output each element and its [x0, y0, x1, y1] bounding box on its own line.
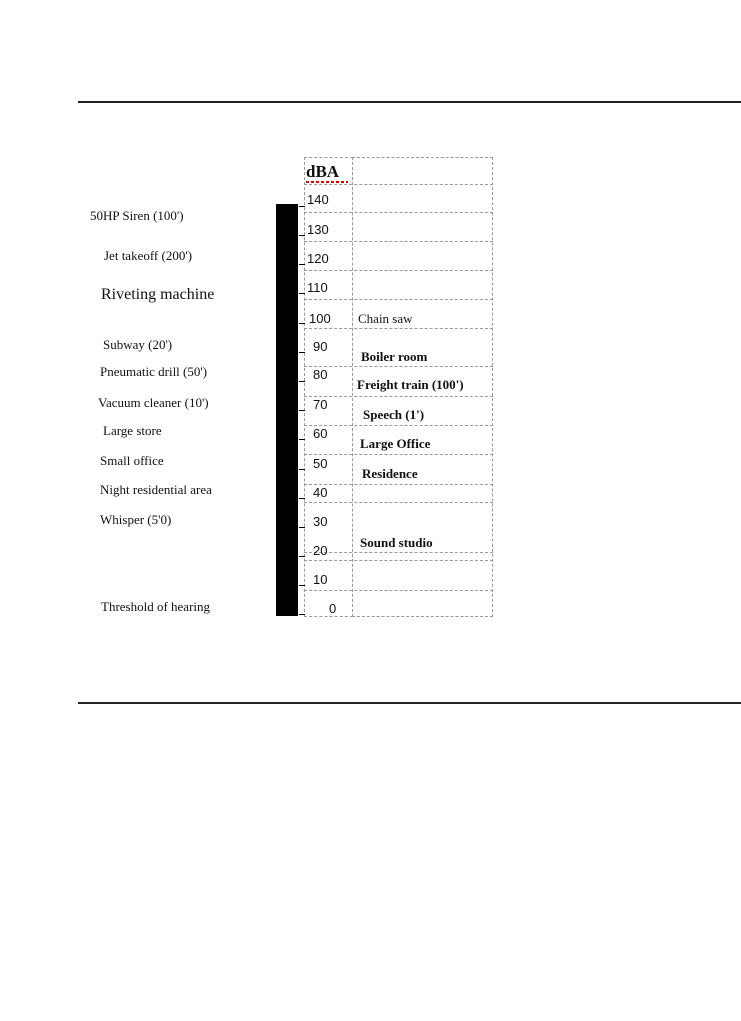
- source-label: Whisper (5'0): [100, 512, 172, 527]
- grid-line: [304, 425, 493, 426]
- source-label: Night residential area: [100, 482, 212, 497]
- scale-tick: [299, 381, 305, 382]
- db-value-label: 60: [313, 426, 328, 441]
- spellcheck-underline: [306, 181, 348, 183]
- grid-line: [304, 270, 493, 271]
- db-value-label: 20: [313, 543, 328, 558]
- db-value-label: 10: [313, 572, 328, 587]
- scale-tick: [299, 293, 305, 294]
- scale-tick: [299, 352, 305, 353]
- scale-tick: [299, 614, 305, 615]
- grid-line: [304, 560, 493, 561]
- example-label: Sound studio: [360, 535, 433, 550]
- db-value-label: 40: [313, 485, 328, 500]
- db-value-label: 30: [313, 514, 328, 529]
- grid-line: [304, 454, 493, 455]
- scale-tick: [299, 585, 305, 586]
- source-label: Riveting machine: [101, 286, 215, 303]
- db-value-label: 70: [313, 397, 328, 412]
- example-label: Chain saw: [358, 311, 413, 326]
- grid-line: [304, 502, 493, 503]
- source-label: Subway (20'): [103, 337, 173, 352]
- source-label: Pneumatic drill (50'): [100, 364, 208, 379]
- scale-tick: [299, 235, 305, 236]
- grid-line: [304, 484, 493, 485]
- source-label: Vacuum cleaner (10'): [98, 395, 209, 410]
- source-label: Small office: [100, 453, 164, 468]
- db-value-label: 0: [329, 601, 337, 616]
- source-label: Threshold of hearing: [101, 599, 211, 614]
- grid-line: [304, 396, 493, 397]
- grid-line: [304, 366, 493, 367]
- example-label: Residence: [362, 466, 418, 481]
- db-value-label: 110: [307, 280, 328, 295]
- scale-tick: [299, 206, 305, 207]
- bottom-divider: [78, 702, 741, 704]
- db-value-label: 80: [313, 367, 328, 382]
- example-label: Boiler room: [361, 349, 428, 364]
- example-label: Large Office: [360, 436, 431, 451]
- grid-line: [304, 184, 493, 185]
- example-label: Speech (1'): [363, 407, 425, 422]
- source-label: 50HP Siren (100'): [90, 208, 184, 223]
- scale-tick: [299, 410, 305, 411]
- scale-tick: [299, 556, 305, 557]
- grid-line: [304, 552, 493, 553]
- grid-line: [304, 590, 493, 591]
- scale-tick: [299, 439, 305, 440]
- grid-line: [304, 241, 493, 242]
- scale-tick: [299, 498, 305, 499]
- grid-line: [304, 212, 493, 213]
- source-label: Large store: [103, 423, 162, 438]
- db-value-label: 90: [313, 339, 328, 354]
- scale-tick: [299, 469, 305, 470]
- db-value-label: 130: [307, 222, 329, 237]
- source-label: Jet takeoff (200'): [104, 248, 193, 263]
- db-value-label: 140: [307, 192, 329, 207]
- db-value-label: 120: [307, 251, 329, 266]
- scale-bar: [276, 204, 298, 616]
- example-label: Freight train (100'): [357, 377, 464, 392]
- dba-header: dBA: [306, 162, 340, 181]
- scale-tick: [299, 527, 305, 528]
- grid-line: [304, 328, 493, 329]
- scale-tick: [299, 264, 305, 265]
- db-value-label: 100: [309, 311, 331, 326]
- scale-tick: [299, 323, 305, 324]
- grid-line: [304, 299, 493, 300]
- db-value-label: 50: [313, 456, 328, 471]
